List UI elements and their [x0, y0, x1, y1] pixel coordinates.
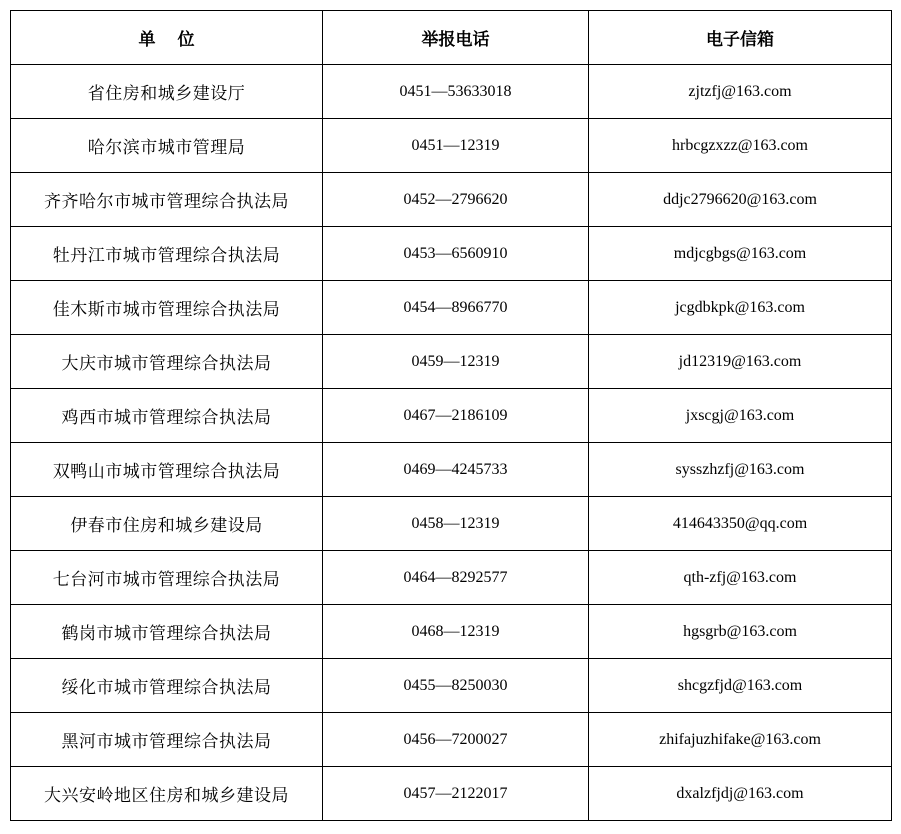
email-cell: sysszhzfj@163.com — [589, 443, 892, 497]
email-cell: 414643350@qq.com — [589, 497, 892, 551]
unit-cell: 哈尔滨市城市管理局 — [11, 119, 323, 173]
header-unit — [11, 11, 323, 65]
table-row — [11, 713, 892, 767]
email-cell: hgsgrb@163.com — [589, 605, 892, 659]
unit-cell: 大兴安岭地区住房和城乡建设局 — [11, 767, 323, 821]
table-header-row — [11, 11, 892, 65]
email-cell: jxscgj@163.com — [589, 389, 892, 443]
unit-cell: 双鸭山市城市管理综合执法局 — [11, 443, 323, 497]
header-phone: 举报电话 — [323, 11, 589, 65]
unit-cell: 佳木斯市城市管理综合执法局 — [11, 281, 323, 335]
email-cell: qth-zfj@163.com — [589, 551, 892, 605]
table-row — [11, 605, 892, 659]
phone-cell: 0454—8966770 — [323, 281, 589, 335]
unit-cell: 鹤岗市城市管理综合执法局 — [11, 605, 323, 659]
table-row — [11, 659, 892, 713]
phone-cell: 0453—6560910 — [323, 227, 589, 281]
email-cell: zhifajuzhifake@163.com — [589, 713, 892, 767]
table-row — [11, 767, 892, 821]
phone-cell: 0468—12319 — [323, 605, 589, 659]
email-cell: mdjcgbgs@163.com — [589, 227, 892, 281]
report-contacts-table-container — [10, 10, 892, 821]
phone-cell: 0451—53633018 — [323, 65, 589, 119]
email-cell: ddjc2796620@163.com — [589, 173, 892, 227]
table-row — [11, 551, 892, 605]
table-row — [11, 281, 892, 335]
unit-cell: 省住房和城乡建设厅 — [11, 65, 323, 119]
table-row — [11, 443, 892, 497]
phone-cell: 0452—2796620 — [323, 173, 589, 227]
phone-cell: 0458—12319 — [323, 497, 589, 551]
unit-cell: 鸡西市城市管理综合执法局 — [11, 389, 323, 443]
table-row — [11, 227, 892, 281]
table-body — [11, 65, 892, 821]
unit-cell: 黑河市城市管理综合执法局 — [11, 713, 323, 767]
phone-cell: 0457—2122017 — [323, 767, 589, 821]
table-row — [11, 65, 892, 119]
unit-cell: 七台河市城市管理综合执法局 — [11, 551, 323, 605]
phone-cell: 0456—7200027 — [323, 713, 589, 767]
table-row — [11, 497, 892, 551]
phone-cell: 0455—8250030 — [323, 659, 589, 713]
email-cell: jd12319@163.com — [589, 335, 892, 389]
email-cell: hrbcgzxzz@163.com — [589, 119, 892, 173]
phone-cell: 0467—2186109 — [323, 389, 589, 443]
email-cell: zjtzfj@163.com — [589, 65, 892, 119]
phone-cell: 0464—8292577 — [323, 551, 589, 605]
email-cell: shcgzfjd@163.com — [589, 659, 892, 713]
unit-cell: 伊春市住房和城乡建设局 — [11, 497, 323, 551]
header-unit-label: 单位 — [138, 30, 217, 50]
unit-cell: 大庆市城市管理综合执法局 — [11, 335, 323, 389]
unit-cell: 绥化市城市管理综合执法局 — [11, 659, 323, 713]
unit-cell: 牡丹江市城市管理综合执法局 — [11, 227, 323, 281]
header-email: 电子信箱 — [589, 11, 892, 65]
email-cell: jcgdbkpk@163.com — [589, 281, 892, 335]
phone-cell: 0469—4245733 — [323, 443, 589, 497]
phone-cell: 0459—12319 — [323, 335, 589, 389]
unit-cell: 齐齐哈尔市城市管理综合执法局 — [11, 173, 323, 227]
phone-cell: 0451—12319 — [323, 119, 589, 173]
table-row — [11, 335, 892, 389]
table-row — [11, 119, 892, 173]
report-contacts-table — [10, 10, 892, 821]
email-cell: dxalzfjdj@163.com — [589, 767, 892, 821]
table-row — [11, 173, 892, 227]
table-row — [11, 389, 892, 443]
